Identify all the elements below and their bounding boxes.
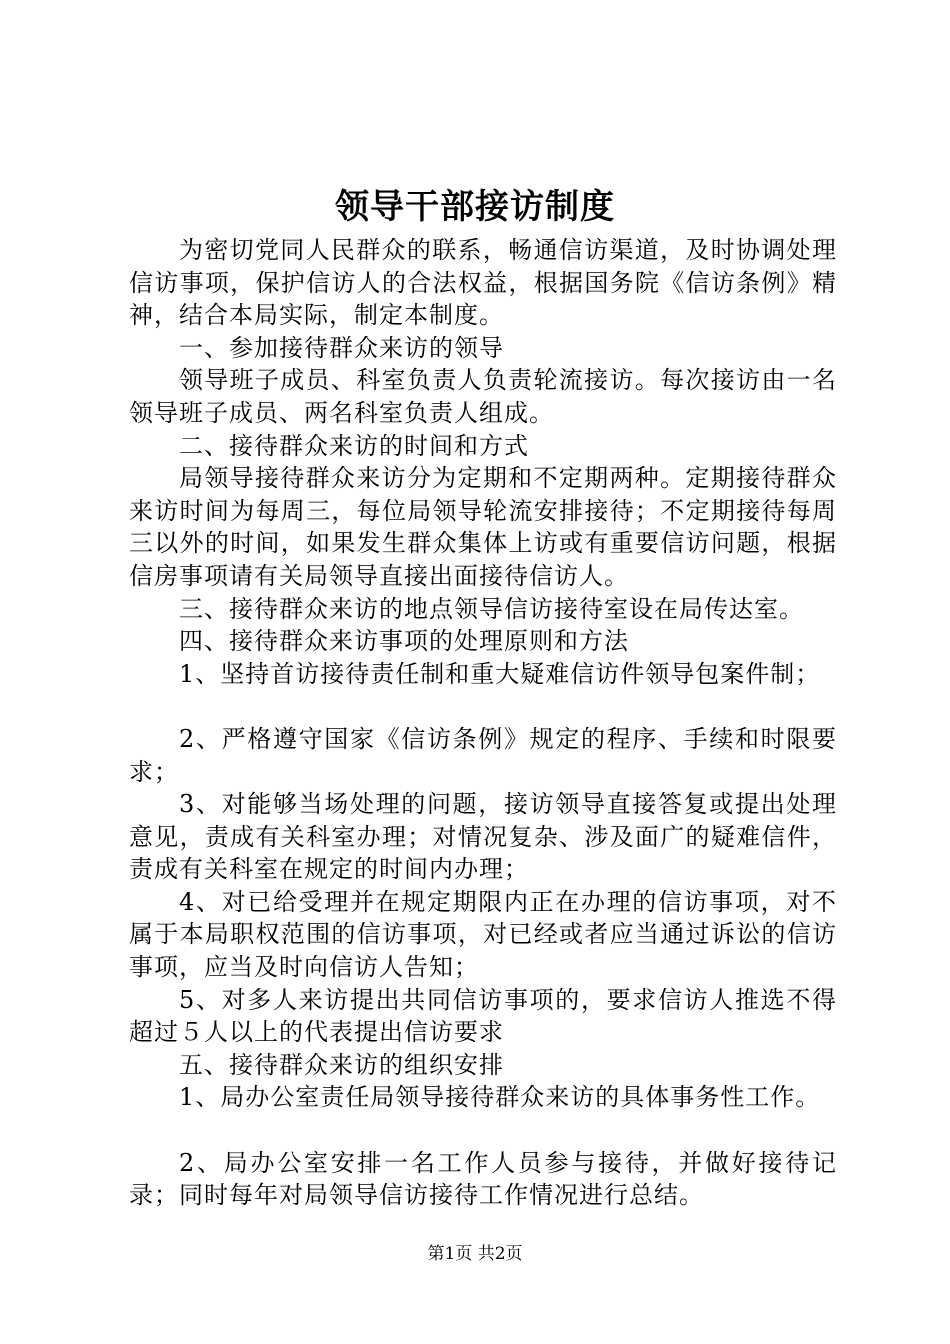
section-1-paragraph: 领导班子成员、科室负责人负责轮流接访。每次接访由一名领导班子成员、两名科室负责人组成。	[129, 366, 837, 427]
section-heading-1: 一、参加接待群众来访的领导	[179, 333, 504, 362]
document-title: 领导干部接访制度	[335, 187, 615, 227]
section-heading-3: 三、接待群众来访的地点领导信访接待室设在局传达室。	[179, 594, 804, 623]
section-heading-5: 五、接待群众来访的组织安排	[179, 1050, 504, 1079]
page-footer: 第1页 共2页	[427, 1244, 523, 1264]
section-5-item-2: 2、局办公室安排一名工作人员参与接待，并做好接待记录；同时每年对局领导信访接待工作情况进行总结。	[129, 1148, 837, 1210]
section-4-item-4: 4、对已给受理并在规定期限内正在办理的信访事项，对不属于本局职权范围的信访事项，对已经或者应当通过诉讼的信访事项，应当及时向信访人告知；	[129, 887, 837, 982]
section-heading-2: 二、接待群众来访的时间和方式	[179, 431, 529, 460]
section-2-paragraph: 局领导接待群众来访分为定期和不定期两种。定期接待群众来访时间为每周三，每位局领导轮流安排接待；不定期接待每周三以外的时间，如果发生群众集体上访或有重要信访问题，根据信房事项请有关局领导直接出面接待信访人。	[129, 464, 837, 590]
section-5-item-1: 1、局办公室责任局领导接待群众来访的具体事务性工作。	[179, 1083, 821, 1112]
intro-paragraph: 为密切党同人民群众的联系，畅通信访渠道，及时协调处理信访事项，保护信访人的合法权益，根据国务院《信访条例》精神，结合本局实际，制定本制度。	[129, 236, 837, 330]
section-4-item-1: 1、坚持首访接待责任制和重大疑难信访件领导包案件制；	[179, 659, 821, 688]
section-4-item-5: 5、对多人来访提出共同信访事项的，要求信访人推选不得超过５人以上的代表提出信访要求	[129, 985, 837, 1047]
section-heading-4: 四、接待群众来访事项的处理原则和方法	[179, 627, 629, 656]
document-body	[129, 234, 837, 1212]
section-4-item-2: 2、严格遵守国家《信访条例》规定的程序、手续和时限要求；	[129, 724, 837, 786]
section-4-item-3: 3、对能够当场处理的问题，接访领导直接答复或提出处理意见，责成有关科室办理；对情况复杂、涉及面广的疑难信件，责成有关科室在规定的时间内办理；	[129, 790, 837, 884]
